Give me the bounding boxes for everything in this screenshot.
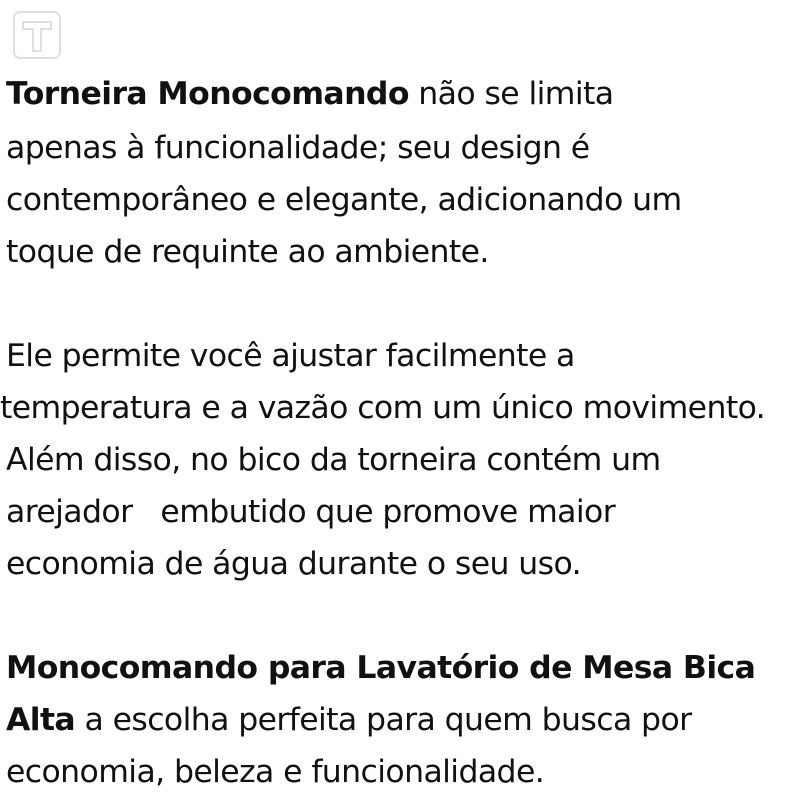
paragraph-2-line-3: Além disso, no bico da torneira contém um bbox=[6, 442, 661, 478]
text-segment: arejador bbox=[6, 494, 133, 530]
paragraph-3-line-2 bbox=[6, 700, 691, 740]
text-segment: a escolha perfeita para quem busca por bbox=[75, 702, 692, 738]
paragraph-1-line-2: apenas à funcionalidade; seu design é bbox=[6, 130, 590, 166]
paragraph-2-line-2: temperatura e a vazão com um único movimento. bbox=[0, 390, 766, 426]
paragraph-3-line-3: economia, beleza e funcionalidade. bbox=[6, 754, 545, 790]
product-name: Torneira Monocomando bbox=[6, 76, 409, 112]
text-segment: embutido que promove maior bbox=[160, 494, 616, 530]
paragraph-1-line-1 bbox=[6, 74, 613, 114]
brand-logo bbox=[12, 10, 62, 60]
paragraph-2-line-5: economia de água durante o seu uso. bbox=[6, 546, 582, 582]
paragraph-2-line-1: Ele permite você ajustar facilmente a bbox=[6, 338, 575, 374]
paragraph-2-line-4 bbox=[6, 492, 615, 532]
product-name: Alta bbox=[6, 702, 76, 738]
paragraph-1-line-3: contemporâneo e elegante, adicionando um bbox=[6, 182, 682, 218]
text-segment: não se limita bbox=[408, 76, 614, 112]
paragraph-1-line-4: toque de requinte ao ambiente. bbox=[6, 234, 489, 270]
paragraph-3-line-1: Monocomando para Lavatório de Mesa Bica bbox=[6, 650, 756, 686]
